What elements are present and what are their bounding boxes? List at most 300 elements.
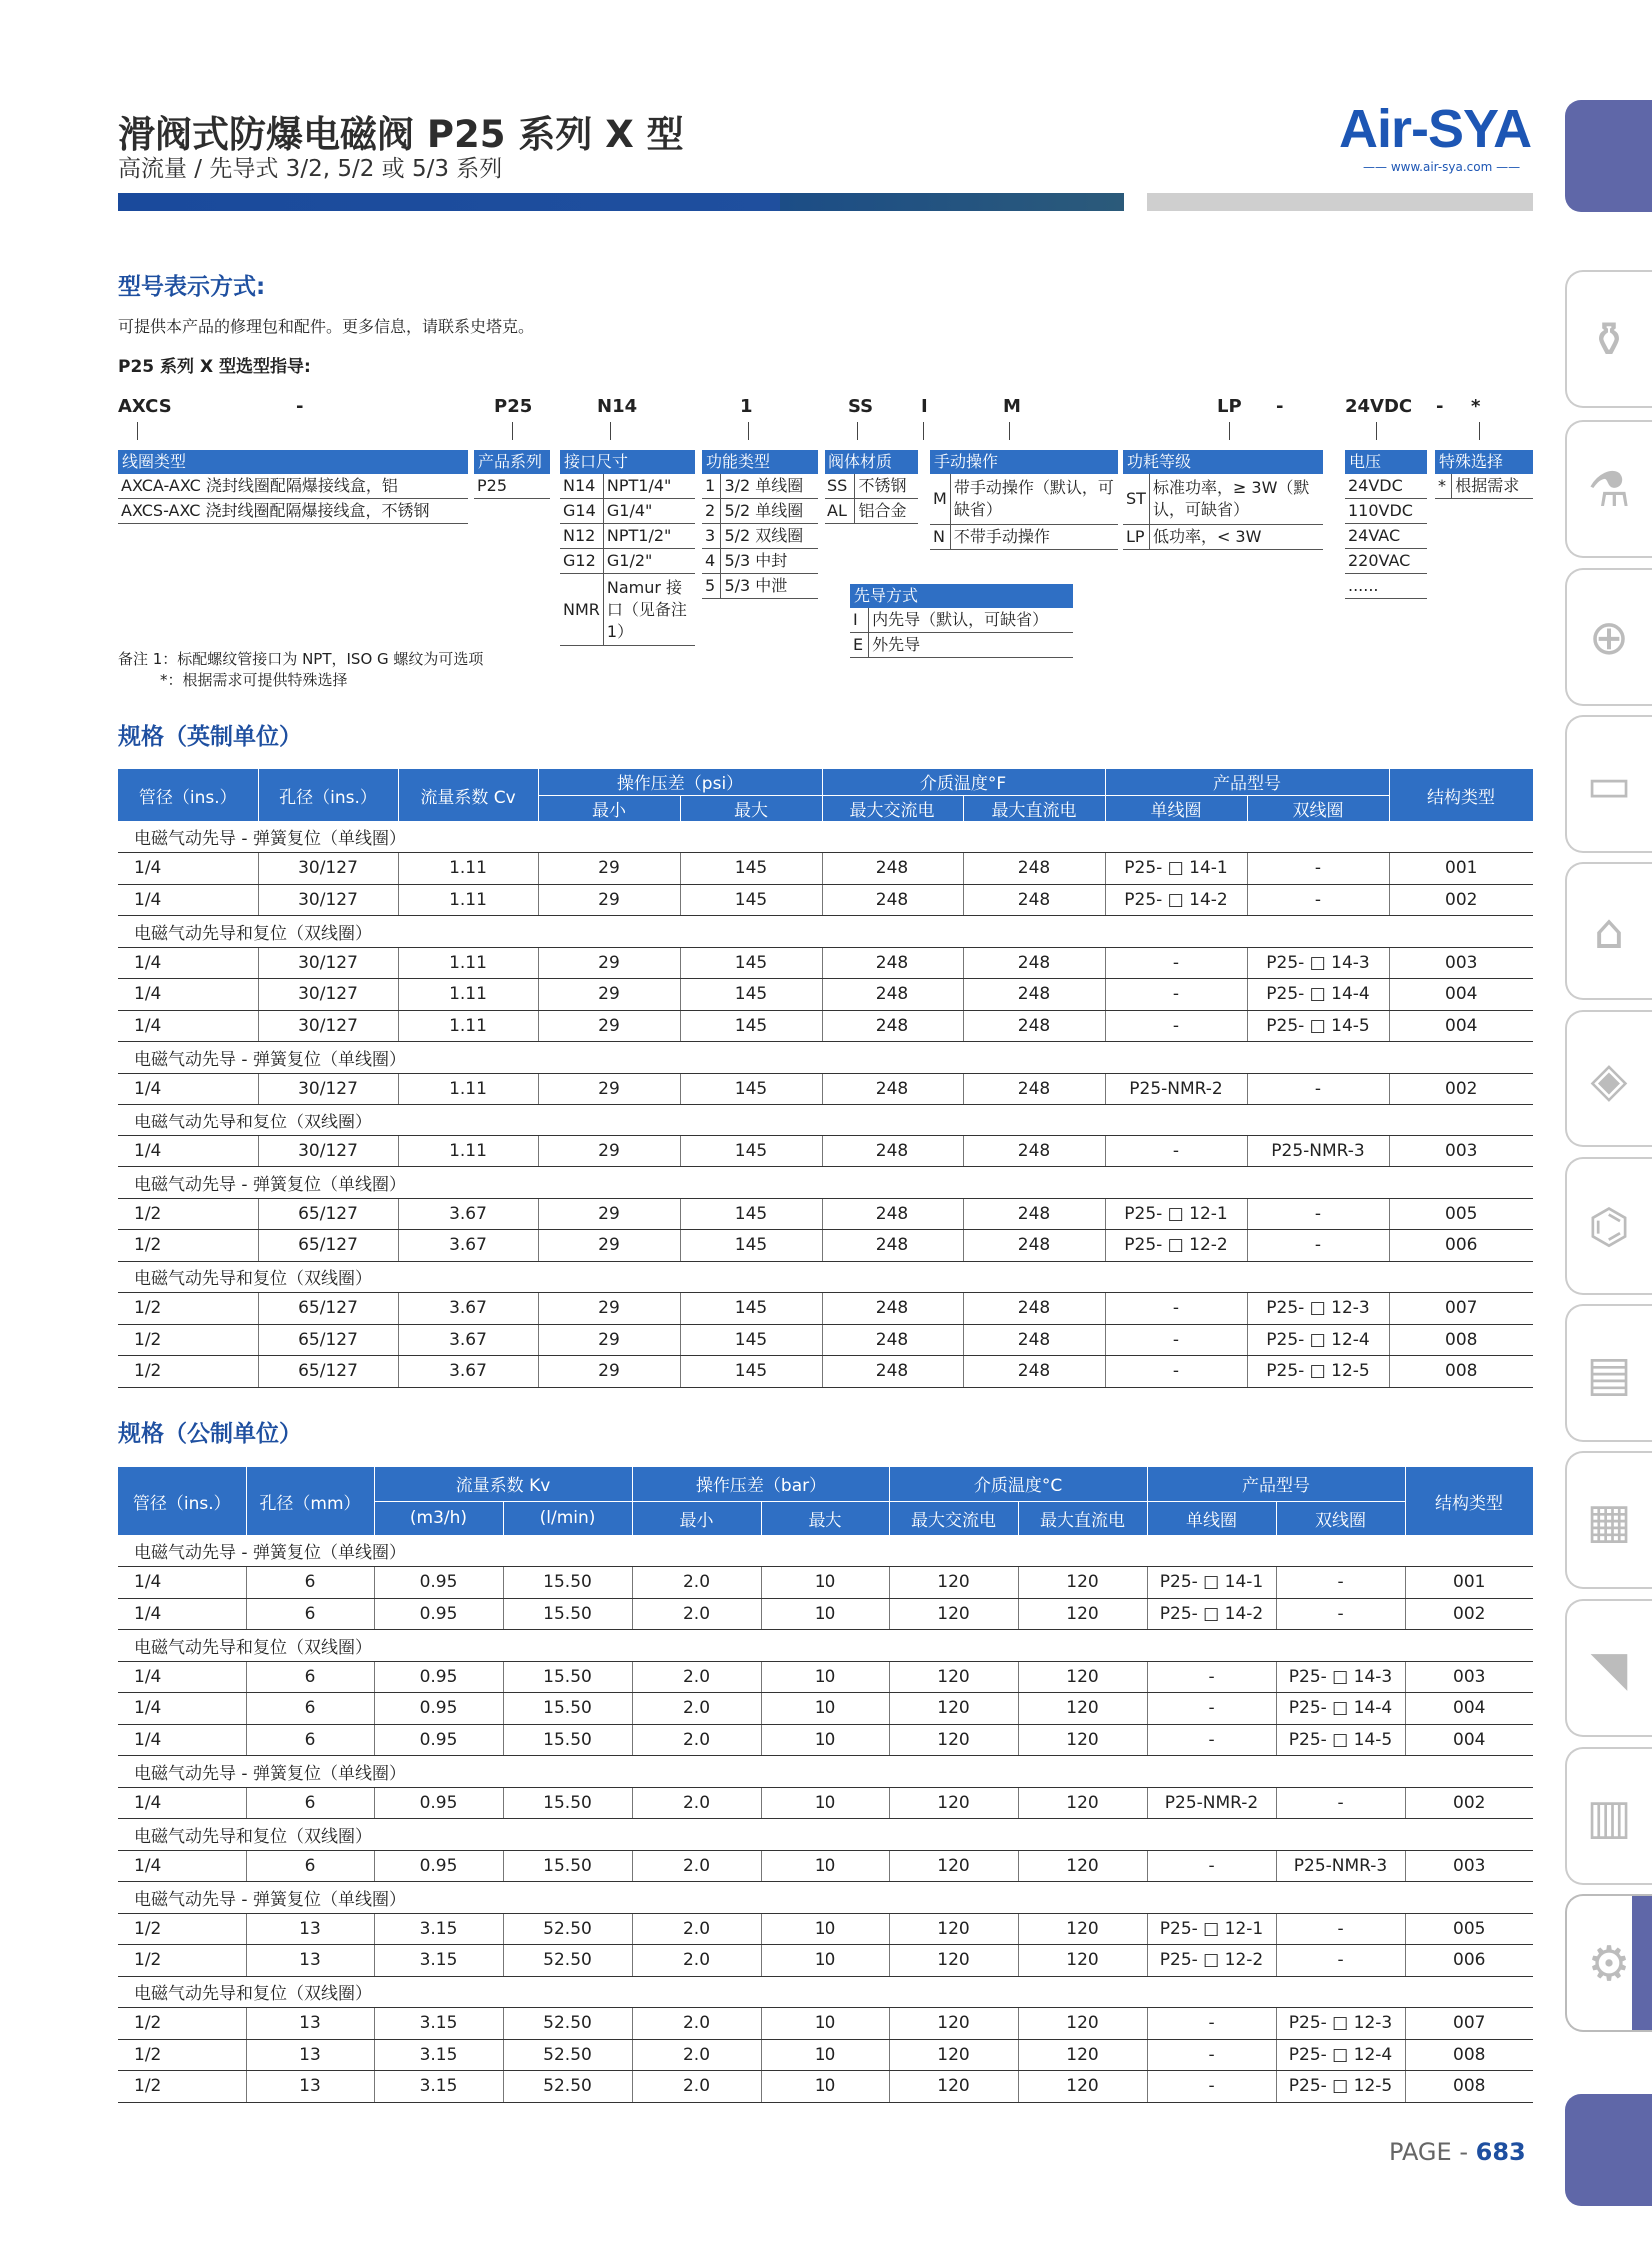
model-code-12: - xyxy=(1436,396,1444,417)
imp-body-cell: 248 xyxy=(822,1356,963,1388)
code-tick-6 xyxy=(923,422,924,440)
voltage-body-cell: 110VDC xyxy=(1345,499,1427,524)
manual-body-row xyxy=(930,524,1118,549)
port-size-block xyxy=(560,450,695,646)
imp-body-cell: 248 xyxy=(822,979,963,1011)
imp-body-cell: 1/2 xyxy=(118,1293,258,1325)
met-body-cell: 2.0 xyxy=(632,2039,761,2071)
met-col-pressure: 操作压差（bar） xyxy=(632,1467,889,1501)
met-body-cell: 120 xyxy=(889,1693,1018,1725)
series-block xyxy=(474,450,550,499)
imp-body-cell: - xyxy=(1247,884,1389,916)
function-block xyxy=(702,450,818,599)
power-body-code: ST xyxy=(1123,474,1149,524)
side-tab-11[interactable] xyxy=(1565,1747,1652,1885)
special-header: 特殊选择 xyxy=(1435,450,1533,474)
met-body-cell: 0.95 xyxy=(374,1724,503,1756)
met-body-row xyxy=(118,1567,1533,1599)
met-body-cell: 0.95 xyxy=(374,1693,503,1725)
manual-operation-block xyxy=(930,450,1118,550)
imp-body-cell: 65/127 xyxy=(258,1198,398,1230)
met-body-cell: 1/2 xyxy=(118,2071,246,2103)
imp-body-cell: 1/2 xyxy=(118,1356,258,1388)
port-size-header: 接口尺寸 xyxy=(560,450,695,474)
met-body-cell: 6 xyxy=(246,1787,374,1819)
imp-body-cell: 1/4 xyxy=(118,1073,258,1105)
coil-body-row xyxy=(118,474,468,499)
met-col-tac: 最大交流电 xyxy=(889,1501,1018,1535)
imp-body-row xyxy=(118,1073,1533,1105)
port-body-row xyxy=(560,549,695,574)
voltage-block xyxy=(1345,450,1427,599)
met-body-cell: - xyxy=(1147,2071,1276,2103)
function-body-desc: 5/3 中泄 xyxy=(721,574,818,599)
met-body-cell: 0.95 xyxy=(374,1598,503,1630)
model-code-3: P25 xyxy=(494,396,533,417)
met-body-cell: 1/4 xyxy=(118,1787,246,1819)
imp-body-cell: - xyxy=(1247,1198,1389,1230)
met-body-cell: 120 xyxy=(889,1913,1018,1945)
code-tick-7 xyxy=(1009,422,1010,440)
met-body-group-label: 电磁气动先导和复位（双线圈） xyxy=(118,1976,1533,2008)
imp-body-cell: 145 xyxy=(680,1356,822,1388)
imp-body-cell: P25-NMR-3 xyxy=(1247,1135,1389,1167)
body-body-desc: 铝合金 xyxy=(855,499,918,524)
imp-body-cell: 3.67 xyxy=(398,1198,538,1230)
met-body-group-row xyxy=(118,1819,1533,1851)
imp-body-cell: 248 xyxy=(963,1324,1105,1356)
function-body-row xyxy=(702,524,818,549)
side-tab-7[interactable] xyxy=(1565,1157,1652,1295)
met-body-cell: 006 xyxy=(1405,1945,1533,1977)
model-code-8: M xyxy=(1003,396,1021,417)
imp-body-cell: 145 xyxy=(680,884,822,916)
met-body-row xyxy=(118,1913,1533,1945)
met-body-cell: 120 xyxy=(1018,1850,1147,1882)
side-tab-6[interactable] xyxy=(1565,1010,1652,1147)
met-body-cell: 1/4 xyxy=(118,1598,246,1630)
met-body-cell: 52.50 xyxy=(503,2071,632,2103)
imp-body-group-label: 电磁气动先导 - 弹簧复位（单线圈） xyxy=(118,1042,1533,1074)
body-body-code: SS xyxy=(825,474,855,499)
imp-body-row xyxy=(118,1198,1533,1230)
voltage-body-row xyxy=(1345,524,1427,549)
met-body-cell: 120 xyxy=(1018,1567,1147,1599)
met-body-cell: 15.50 xyxy=(503,1661,632,1693)
met-body-cell: 6 xyxy=(246,1598,374,1630)
met-body-cell: 6 xyxy=(246,1693,374,1725)
imp-body-cell: - xyxy=(1105,1356,1247,1388)
function-body-row xyxy=(702,499,818,524)
imp-body-cell: 1/2 xyxy=(118,1324,258,1356)
side-tab-3[interactable] xyxy=(1565,568,1652,706)
power-body-desc: 标准功率，≥ 3W（默认，可缺省） xyxy=(1149,474,1323,524)
imp-body-group-row xyxy=(118,821,1533,853)
imp-body-cell: 29 xyxy=(538,853,680,885)
coil-type-block xyxy=(118,450,468,524)
met-body-cell: 002 xyxy=(1405,1787,1533,1819)
met-body-group-label: 电磁气动先导和复位（双线圈） xyxy=(118,1630,1533,1662)
pilot-body-code: I xyxy=(850,608,869,633)
imp-body-cell: 1/4 xyxy=(118,1010,258,1042)
header-bar-grey xyxy=(1147,193,1533,211)
body-body-desc: 不锈钢 xyxy=(855,474,918,499)
function-body-row xyxy=(702,574,818,599)
met-body-row xyxy=(118,1787,1533,1819)
function-body-code: 2 xyxy=(702,499,721,524)
met-body-cell: 0.95 xyxy=(374,1787,503,1819)
met-body-cell: 3.15 xyxy=(374,2071,503,2103)
met-body-cell: 15.50 xyxy=(503,1567,632,1599)
imp-col-struct: 结构类型 xyxy=(1389,769,1533,821)
met-body-cell: 120 xyxy=(1018,1724,1147,1756)
imp-body-cell: 1/2 xyxy=(118,1230,258,1262)
imp-body-cell: 29 xyxy=(538,947,680,979)
brand-url: —— www.air-sya.com —— xyxy=(1363,160,1521,174)
side-tab-2[interactable] xyxy=(1565,420,1652,558)
imp-body-cell: P25- □ 12-2 xyxy=(1105,1230,1247,1262)
body-material-block xyxy=(825,450,918,524)
code-tick-4 xyxy=(748,422,749,440)
imp-body-cell: 248 xyxy=(963,1010,1105,1042)
imp-body-cell: 005 xyxy=(1389,1198,1533,1230)
voltage-header: 电压 xyxy=(1345,450,1427,474)
side-tab-4[interactable] xyxy=(1565,715,1652,853)
voltage-body-cell: ...... xyxy=(1345,574,1427,599)
imp-body-cell: 008 xyxy=(1389,1356,1533,1388)
coil-type-header: 线圈类型 xyxy=(118,450,468,474)
side-tab-10[interactable] xyxy=(1565,1599,1652,1737)
voltage-body-cell: 24VAC xyxy=(1345,524,1427,549)
imp-body-cell: - xyxy=(1105,947,1247,979)
imp-col-pmin: 最小 xyxy=(538,795,680,821)
imp-body-cell: 248 xyxy=(822,853,963,885)
model-code-10: - xyxy=(1276,396,1284,417)
imp-body-cell: 248 xyxy=(822,884,963,916)
met-body-cell: 120 xyxy=(889,1567,1018,1599)
pilot-body-desc: 内先导（默认，可缺省） xyxy=(869,608,1073,633)
imp-body-cell: 145 xyxy=(680,1293,822,1325)
met-body-cell: 120 xyxy=(889,2071,1018,2103)
pilot-body-desc: 外先导 xyxy=(869,633,1073,658)
imp-body-cell: 30/127 xyxy=(258,979,398,1011)
voltage-body-row xyxy=(1345,474,1427,499)
met-body-cell: - xyxy=(1147,1693,1276,1725)
function-body-code: 4 xyxy=(702,549,721,574)
voltage-body-row xyxy=(1345,549,1427,574)
page-title: 滑阀式防爆电磁阀 P25 系列 X 型 xyxy=(118,113,684,156)
met-body-row xyxy=(118,2071,1533,2103)
pilot-body-code: E xyxy=(850,633,869,658)
imp-body-row xyxy=(118,1010,1533,1042)
imp-col-double: 双线圈 xyxy=(1247,795,1389,821)
met-body-row xyxy=(118,1850,1533,1882)
imp-body-cell: 65/127 xyxy=(258,1293,398,1325)
met-body-cell: 10 xyxy=(761,1724,889,1756)
met-body-cell: 15.50 xyxy=(503,1724,632,1756)
coil-body-row xyxy=(118,499,468,524)
manual-body-desc: 带手动操作（默认，可缺省） xyxy=(950,474,1118,524)
side-tab-9[interactable] xyxy=(1565,1451,1652,1589)
met-body-group-label: 电磁气动先导和复位（双线圈） xyxy=(118,1819,1533,1851)
imp-body-cell: 248 xyxy=(963,1293,1105,1325)
met-body-cell: 2.0 xyxy=(632,1661,761,1693)
imp-body-group-label: 电磁气动先导 - 弹簧复位（单线圈） xyxy=(118,821,1533,853)
code-tick-5 xyxy=(857,422,858,440)
imp-body-cell: 29 xyxy=(538,1230,680,1262)
met-body-cell: 2.0 xyxy=(632,1598,761,1630)
met-body-cell: 6 xyxy=(246,1724,374,1756)
port-body-desc: NPT1/2" xyxy=(603,524,695,549)
met-body-cell: P25- □ 12-3 xyxy=(1276,2008,1405,2040)
met-body-cell: - xyxy=(1147,1661,1276,1693)
imp-body-cell: 248 xyxy=(822,947,963,979)
imp-col-single: 单线圈 xyxy=(1105,795,1247,821)
met-body-cell: 001 xyxy=(1405,1567,1533,1599)
side-tab-1[interactable] xyxy=(1565,270,1652,408)
met-body-cell: 2.0 xyxy=(632,1724,761,1756)
imp-body-cell: 145 xyxy=(680,1010,822,1042)
met-body-cell: 008 xyxy=(1405,2039,1533,2071)
imp-body-cell: P25- □ 12-1 xyxy=(1105,1198,1247,1230)
separator-icon: ⚗ xyxy=(1587,462,1631,518)
met-body-cell: 6 xyxy=(246,1661,374,1693)
met-body-cell: 13 xyxy=(246,2039,374,2071)
met-col-orifice: 孔径（mm） xyxy=(246,1467,374,1535)
page-prefix: PAGE - xyxy=(1389,2138,1476,2166)
function-body-code: 3 xyxy=(702,524,721,549)
imp-body-cell: P25- □ 14-4 xyxy=(1247,979,1389,1011)
met-body-cell: 15.50 xyxy=(503,1850,632,1882)
met-body-row xyxy=(118,1724,1533,1756)
met-body-cell: - xyxy=(1147,2039,1276,2071)
code-tick-1 xyxy=(137,422,138,440)
imp-body-cell: 145 xyxy=(680,1198,822,1230)
spec-imperial-heading: 规格（英制单位） xyxy=(118,724,302,750)
met-body-cell: 120 xyxy=(889,2008,1018,2040)
coil-valve-icon: ⌬ xyxy=(1588,1199,1630,1255)
imp-body-cell: 30/127 xyxy=(258,884,398,916)
met-body-group-row xyxy=(118,1756,1533,1788)
function-body-row xyxy=(702,549,818,574)
met-body-cell: 13 xyxy=(246,2071,374,2103)
imp-body-cell: 29 xyxy=(538,1324,680,1356)
imp-body-cell: - xyxy=(1105,1010,1247,1042)
imp-body-cell: 008 xyxy=(1389,1324,1533,1356)
met-body-group-label: 电磁气动先导 - 弹簧复位（单线圈） xyxy=(118,1882,1533,1914)
met-col-tdc: 最大直流电 xyxy=(1018,1501,1147,1535)
imp-body-cell: - xyxy=(1105,979,1247,1011)
met-body-cell: 15.50 xyxy=(503,1693,632,1725)
port-body-code: N12 xyxy=(560,524,603,549)
imp-body-cell: 29 xyxy=(538,1073,680,1105)
pilot-body-row xyxy=(850,608,1073,633)
imp-body-cell: 248 xyxy=(822,1324,963,1356)
met-body-cell: - xyxy=(1276,1945,1405,1977)
special-body-desc: 根据需求 xyxy=(1452,474,1533,499)
imp-body-cell: 30/127 xyxy=(258,1073,398,1105)
imp-body-cell: 30/127 xyxy=(258,1135,398,1167)
met-body-cell: 120 xyxy=(1018,1787,1147,1819)
spec-metric-heading: 规格（公制单位） xyxy=(118,1421,302,1447)
coil-body-cell: AXCS-AXC 浇封线圈配隔爆接线盒，不锈钢 xyxy=(118,499,468,524)
voltage-body-cell: 24VDC xyxy=(1345,474,1427,499)
met-body-cell: 2.0 xyxy=(632,1945,761,1977)
met-body-cell: - xyxy=(1276,1598,1405,1630)
stack-valve-icon: ▤ xyxy=(1586,1346,1632,1402)
manual-body-code: M xyxy=(930,474,950,524)
met-body-cell: 120 xyxy=(889,1787,1018,1819)
filter-icon: ⚱ xyxy=(1588,312,1630,368)
imp-body-group-row xyxy=(118,1105,1533,1136)
imp-body-cell: 007 xyxy=(1389,1293,1533,1325)
met-body-group-row xyxy=(118,1976,1533,2008)
met-body-cell: P25- □ 12-1 xyxy=(1147,1913,1276,1945)
imp-body-cell: 003 xyxy=(1389,947,1533,979)
side-tab-12[interactable] xyxy=(1565,1894,1652,2032)
function-body-desc: 5/3 中封 xyxy=(721,549,818,574)
imp-body-cell: 1.11 xyxy=(398,853,538,885)
power-body-row xyxy=(1123,474,1323,524)
met-body-cell: 6 xyxy=(246,1567,374,1599)
special-body-row xyxy=(1435,474,1533,499)
met-body-cell: 120 xyxy=(1018,1598,1147,1630)
spec-imperial-table xyxy=(118,769,1534,1388)
fitting-icon: ◥ xyxy=(1590,1641,1628,1697)
remark-2: *：根据需求可提供特殊选择 xyxy=(160,671,348,689)
met-body-cell: P25- □ 14-4 xyxy=(1276,1693,1405,1725)
met-body-group-row xyxy=(118,1630,1533,1662)
imp-body-row xyxy=(118,853,1533,885)
imp-body-cell: 29 xyxy=(538,884,680,916)
imp-body-cell: 1/4 xyxy=(118,947,258,979)
imp-body-cell: 1/4 xyxy=(118,979,258,1011)
met-body-cell: 120 xyxy=(1018,1693,1147,1725)
model-code-11: 24VDC xyxy=(1345,396,1413,417)
imp-body-group-label: 电磁气动先导和复位（双线圈） xyxy=(118,1261,1533,1293)
coil-body-cell: AXCA-AXC 浇封线圈配隔爆接线盒，铝 xyxy=(118,474,468,499)
model-code-9: LP xyxy=(1217,396,1242,417)
imp-col-pmax: 最大 xyxy=(680,795,822,821)
imp-col-tdc: 最大直流电 xyxy=(963,795,1105,821)
imp-col-tac: 最大交流电 xyxy=(822,795,963,821)
imp-body-cell: 29 xyxy=(538,1135,680,1167)
imp-body-cell: P25- □ 14-3 xyxy=(1247,947,1389,979)
met-col-lmin: (l/min) xyxy=(503,1501,632,1535)
model-code-5: 1 xyxy=(740,396,753,417)
imp-body-row xyxy=(118,884,1533,916)
side-tab-8[interactable] xyxy=(1565,1304,1652,1442)
imp-body-row xyxy=(118,1135,1533,1167)
imp-body-cell: 248 xyxy=(822,1135,963,1167)
solenoid-valve-icon: ▭ xyxy=(1586,757,1632,813)
met-body-cell: P25- □ 12-4 xyxy=(1276,2039,1405,2071)
met-body-cell: 10 xyxy=(761,2071,889,2103)
met-body-cell: 1/2 xyxy=(118,2039,246,2071)
met-body-cell: 10 xyxy=(761,1945,889,1977)
imp-body-cell: 3.67 xyxy=(398,1356,538,1388)
imp-col-pressure: 操作压差（psi） xyxy=(538,769,822,795)
imp-body-cell: 65/127 xyxy=(258,1324,398,1356)
met-body-cell: 10 xyxy=(761,2039,889,2071)
imp-body-cell: 248 xyxy=(822,1198,963,1230)
imp-body-cell: 145 xyxy=(680,1073,822,1105)
voltage-body-row xyxy=(1345,574,1427,599)
met-body-cell: 120 xyxy=(889,1598,1018,1630)
met-body-cell: 1/4 xyxy=(118,1850,246,1882)
met-body-cell: 10 xyxy=(761,1787,889,1819)
met-body-row xyxy=(118,1693,1533,1725)
imp-body-group-label: 电磁气动先导和复位（双线圈） xyxy=(118,916,1533,948)
silencer-icon: ▥ xyxy=(1586,1789,1632,1845)
met-body-cell: - xyxy=(1276,1787,1405,1819)
met-body-cell: 120 xyxy=(1018,1913,1147,1945)
model-code-7: I xyxy=(921,396,928,417)
function-header: 功能类型 xyxy=(702,450,818,474)
met-body-cell: P25- □ 12-2 xyxy=(1147,1945,1276,1977)
met-body-cell: 004 xyxy=(1405,1724,1533,1756)
met-body-cell: 120 xyxy=(889,1724,1018,1756)
port-body-code: NMR xyxy=(560,574,603,646)
met-body-cell: 13 xyxy=(246,1913,374,1945)
met-col-single: 单线圈 xyxy=(1147,1501,1276,1535)
imp-body-cell: 248 xyxy=(963,979,1105,1011)
met-body-cell: P25- □ 14-3 xyxy=(1276,1661,1405,1693)
met-body-cell: 3.15 xyxy=(374,2039,503,2071)
met-body-cell: 52.50 xyxy=(503,1913,632,1945)
imp-body-group-row xyxy=(118,1167,1533,1199)
imp-body-cell: 145 xyxy=(680,947,822,979)
met-col-model: 产品型号 xyxy=(1147,1467,1405,1501)
met-col-pmin: 最小 xyxy=(632,1501,761,1535)
met-body-cell: 120 xyxy=(889,1850,1018,1882)
voltage-body-row xyxy=(1345,499,1427,524)
met-body-cell: - xyxy=(1147,2008,1276,2040)
met-body-cell: 1/4 xyxy=(118,1724,246,1756)
imp-body-cell: 248 xyxy=(822,1293,963,1325)
imp-body-cell: 1/4 xyxy=(118,884,258,916)
met-body-cell: 007 xyxy=(1405,2008,1533,2040)
body-material-header: 阀体材质 xyxy=(825,450,918,474)
model-heading: 型号表示方式: xyxy=(118,274,266,300)
met-col-temp: 介质温度°C xyxy=(889,1467,1147,1501)
power-body-code: LP xyxy=(1123,524,1149,549)
met-body-cell: 002 xyxy=(1405,1598,1533,1630)
remark-1: 备注 1：标配螺纹管接口为 NPT，ISO G 螺纹为可选项 xyxy=(118,650,484,668)
imp-body-row xyxy=(118,947,1533,979)
model-guide: P25 系列 X 型选型指导: xyxy=(118,357,311,377)
manual-body-desc: 不带手动操作 xyxy=(950,524,1118,549)
imp-body-cell: P25- □ 12-3 xyxy=(1247,1293,1389,1325)
imp-body-cell: 1/2 xyxy=(118,1198,258,1230)
imp-body-cell: 1.11 xyxy=(398,947,538,979)
function-body-code: 1 xyxy=(702,474,721,499)
pilot-mode-header: 先导方式 xyxy=(850,584,1073,608)
imp-body-cell: 145 xyxy=(680,1135,822,1167)
met-body-cell: 6 xyxy=(246,1850,374,1882)
side-tab-5[interactable] xyxy=(1565,862,1652,1000)
imp-body-cell: 248 xyxy=(963,1356,1105,1388)
function-body-row xyxy=(702,474,818,499)
imp-col-orifice: 孔径（ins.） xyxy=(258,769,398,821)
imp-body-cell: 248 xyxy=(963,884,1105,916)
imp-body-row xyxy=(118,979,1533,1011)
met-body-row xyxy=(118,1661,1533,1693)
met-body-cell: 004 xyxy=(1405,1693,1533,1725)
met-body-cell: - xyxy=(1276,1913,1405,1945)
imp-body-cell: 248 xyxy=(822,1230,963,1262)
imp-body-cell: 006 xyxy=(1389,1230,1533,1262)
